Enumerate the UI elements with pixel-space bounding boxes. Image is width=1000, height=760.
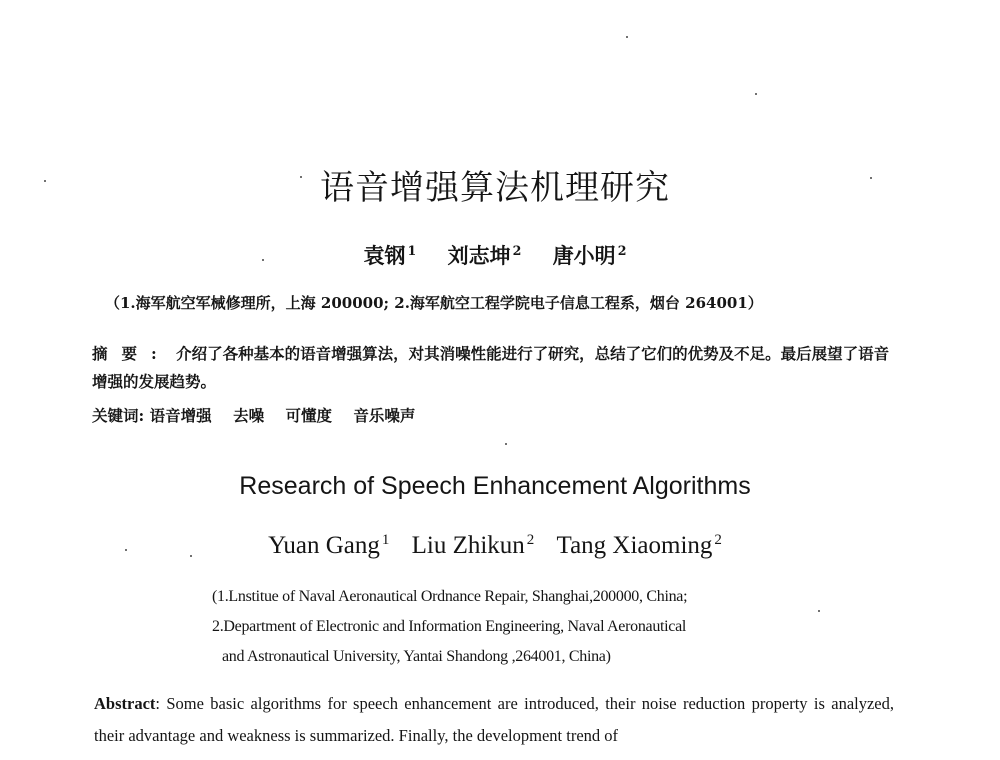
chinese-authors [0,240,990,270]
author-affiliation-mark: 2 [526,531,535,548]
keyword: 去噪 [233,406,265,425]
chinese-author [448,243,522,268]
affiliation-line: and Astronautical University, Yantai Shandong ,264001, China) [222,648,611,665]
english-abstract-text: : Some basic algorithms for speech enhancement are introduced, their noise reduction property is analyzed, their advantage and weakness is summarized. Finally, the development trend of [94,694,894,745]
english-abstract [94,688,894,752]
english-abstract-label: Abstract [94,694,156,713]
scan-speck [44,180,46,182]
author-affiliation-mark: 2 [714,531,722,548]
keyword: 可懂度 [285,406,332,425]
chinese-author [364,243,417,268]
chinese-abstract-label: 摘要: [92,344,171,363]
author-affiliation-mark: 1 [381,531,390,548]
author-name: 唐小明 [552,243,616,268]
chinese-keywords-label: 关键词: [92,406,145,425]
affiliation-line: (1.Lnstitue of Naval Aeronautical Ordnance Repair, Shanghai,200000, China; [212,588,688,605]
scan-speck [626,36,628,38]
author-name: 袁钢 [363,243,406,268]
author-affiliation-mark: 1 [407,243,417,258]
chinese-abstract-text: 介绍了各种基本的语音增强算法，对其消噪性能进行了研究，总结了它们的优势及不足。最后展望了语音增强的发展趋势。 [92,344,890,391]
chinese-author [553,243,627,268]
english-affiliation [212,582,852,672]
english-title: Research of Speech Enhancement Algorithms [239,472,751,500]
keyword: 语音增强 [149,406,212,425]
chinese-affiliation: （1.海军航空军械修理所，上海 200000; 2.海军航空工程学院电子信息工程系，烟台 264001） [105,294,763,312]
author-name: Liu Zhikun [411,532,525,559]
scan-speck [262,259,264,261]
scan-speck [190,555,192,557]
english-author [557,532,722,559]
chinese-abstract [92,340,902,396]
affiliation-line: 2.Department of Electronic and Information Engineering, Naval Aeronautical [212,618,687,635]
chinese-keywords [92,404,902,426]
english-author [268,532,389,559]
scan-speck [505,443,507,445]
author-affiliation-mark: 2 [512,243,522,258]
english-author [412,532,535,559]
chinese-title: 语音增强算法机理研究 [320,168,670,208]
scan-speck [818,610,820,612]
keyword: 音乐噪声 [353,406,416,425]
english-authors [0,532,990,560]
author-name: Tang Xiaoming [556,532,713,559]
author-name: 刘志坤 [447,243,511,268]
scan-speck [300,176,302,178]
author-name: Yuan Gang [268,532,380,559]
scan-speck [755,93,757,95]
author-affiliation-mark: 2 [617,243,627,258]
scan-speck [125,549,127,551]
scan-speck [870,177,872,179]
